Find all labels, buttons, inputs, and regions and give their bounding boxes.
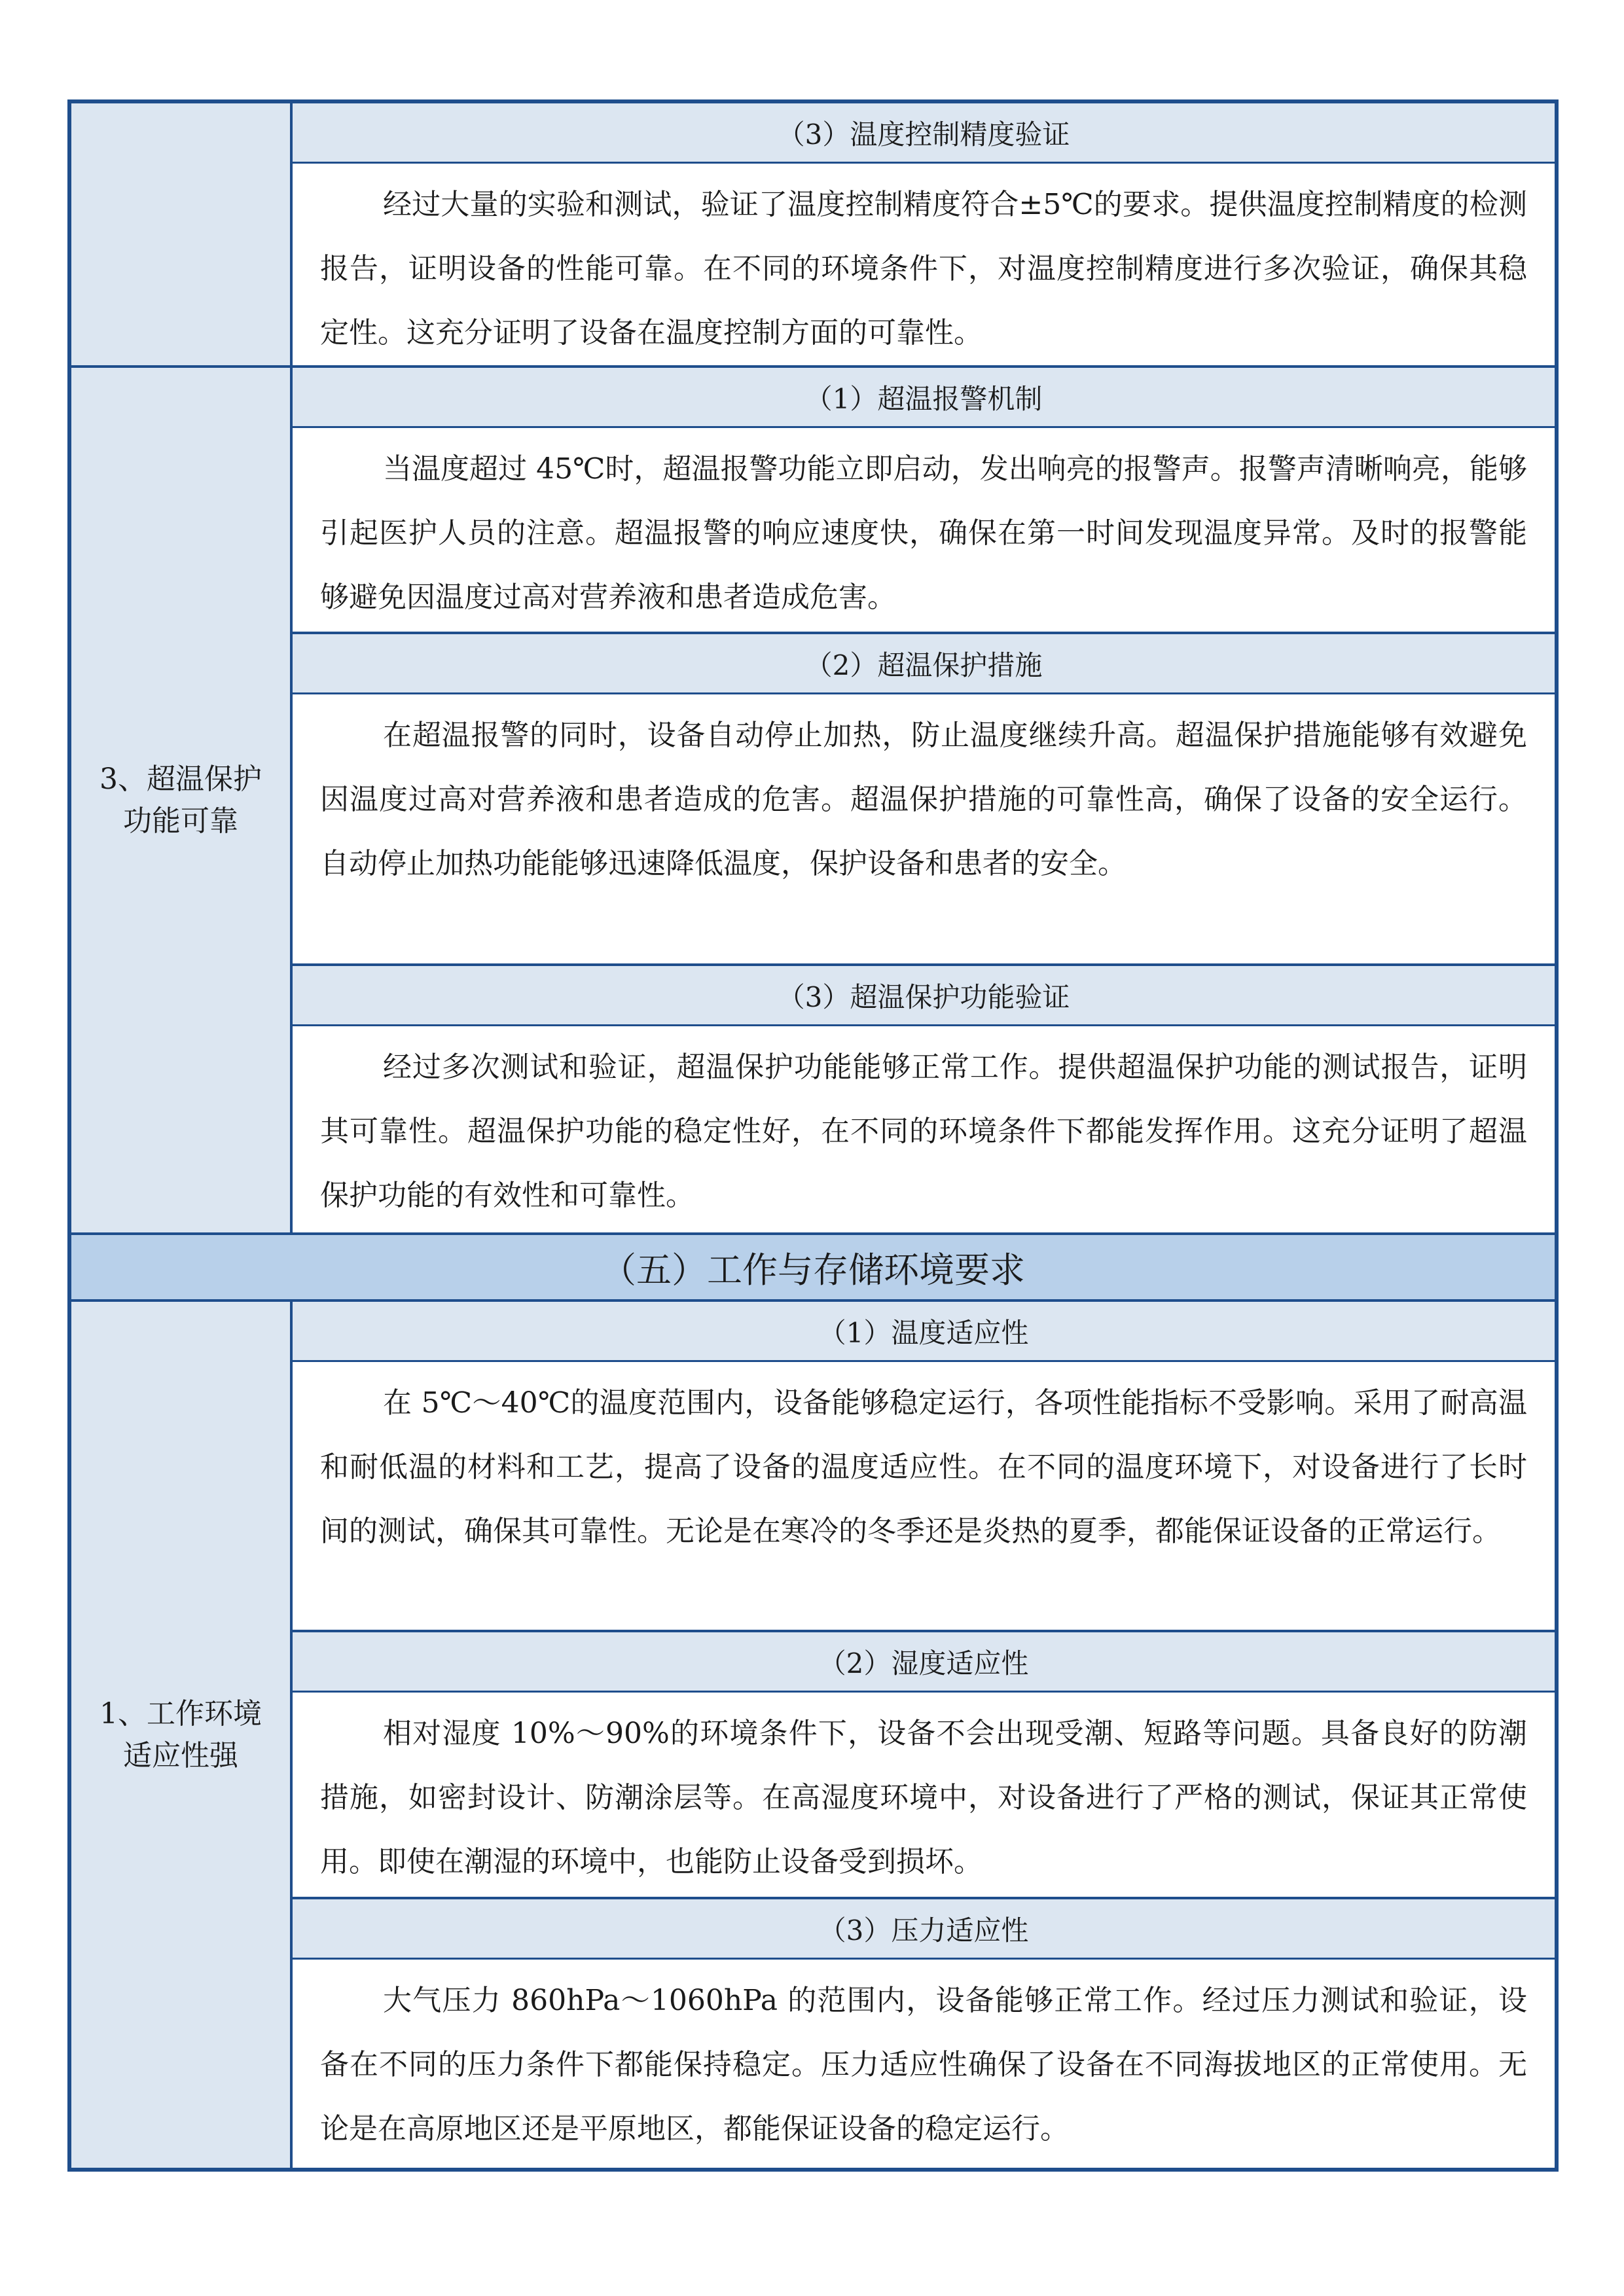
table-group-temperature-verification xyxy=(71,103,1555,368)
subsection-body: 在 5℃～40℃的温度范围内，设备能够稳定运行，各项性能指标不受影响。采用了耐高温和耐低温的材料和工艺，提高了设备的温度适应性。在不同的温度环境下，对设备进行了长时间的测试，确保其可靠性。无论是在寒冷的冬季还是炎热的夏季，都能保证设备的正常运行。 xyxy=(293,1362,1555,1632)
table-group-overheat-protection xyxy=(71,368,1555,1235)
subsection-body: 大气压力 860hPa～1060hPa 的范围内，设备能够正常工作。经过压力测试和验证，设备在不同的压力条件下都能保持稳定。压力适应性确保了设备在不同海拔地区的正常使用。无论是在高原地区还是平原地区，都能保证设备的稳定运行。 xyxy=(320,1984,1527,2145)
subsection-body: 经过大量的实验和测试，验证了温度控制精度符合±5℃的要求。提供温度控制精度的检测报告，证明设备的性能可靠。在不同的环境条件下，对温度控制精度进行多次验证，确保其稳定性。这充分证明了设备在温度控制方面的可靠性。 xyxy=(320,188,1527,350)
group-content xyxy=(293,103,1555,365)
subsection-body: 在超温报警的同时，设备自动停止加热，防止温度继续升高。超温保护措施能够有效避免因温度过高对营养液和患者造成的危害。超温保护措施的可靠性高，确保了设备的安全运行。自动停止加热功能能够迅速降低温度，保护设备和患者的安全。 xyxy=(293,694,1555,966)
subsection-heading: （3）压力适应性 xyxy=(293,1899,1555,1960)
subsection-heading: （1）温度适应性 xyxy=(293,1302,1555,1362)
group-label: 3、超温保护功能可靠 xyxy=(99,762,262,838)
group-label: 1、工作环境适应性强 xyxy=(99,1696,262,1772)
subsection-heading: （2）湿度适应性 xyxy=(293,1632,1555,1693)
group-label-cell xyxy=(71,368,293,1232)
subsection-body: 相对湿度 10%～90%的环境条件下，设备不会出现受潮、短路等问题。具备良好的防潮措施，如密封设计、防潮涂层等。在高湿度环境中，对设备进行了严格的测试，保证其正常使用。即使在潮湿的环境中，也能防止设备受到损坏。 xyxy=(293,1693,1555,1899)
subsection-body: 当温度超过 45℃时，超温报警功能立即启动，发出响亮的报警声。报警声清晰响亮，能够引起医护人员的注意。超温报警的响应速度快，确保在第一时间发现温度异常。及时的报警能够避免因温度过高对营养液和患者造成危害。 xyxy=(293,428,1555,634)
section-title: （五）工作与存储环境要求 xyxy=(71,1235,1555,1302)
subsection-heading: （3）温度控制精度验证 xyxy=(293,103,1555,164)
group-content xyxy=(293,1302,1555,2168)
group-label-cell xyxy=(71,103,293,365)
subsection-heading: （1）超温报警机制 xyxy=(293,368,1555,428)
group-label-cell xyxy=(71,1302,293,2168)
subsection-body: 经过多次测试和验证，超温保护功能能够正常工作。提供超温保护功能的测试报告，证明其可靠性。超温保护功能的稳定性好，在不同的环境条件下都能发挥作用。这充分证明了超温保护功能的有效性和可靠性。 xyxy=(320,1050,1527,1212)
table-group-work-environment xyxy=(71,1302,1555,2168)
group-content xyxy=(293,368,1555,1232)
subsection-heading: （3）超温保护功能验证 xyxy=(293,966,1555,1026)
requirements-table xyxy=(67,99,1559,2172)
subsection-heading: （2）超温保护措施 xyxy=(293,634,1555,694)
